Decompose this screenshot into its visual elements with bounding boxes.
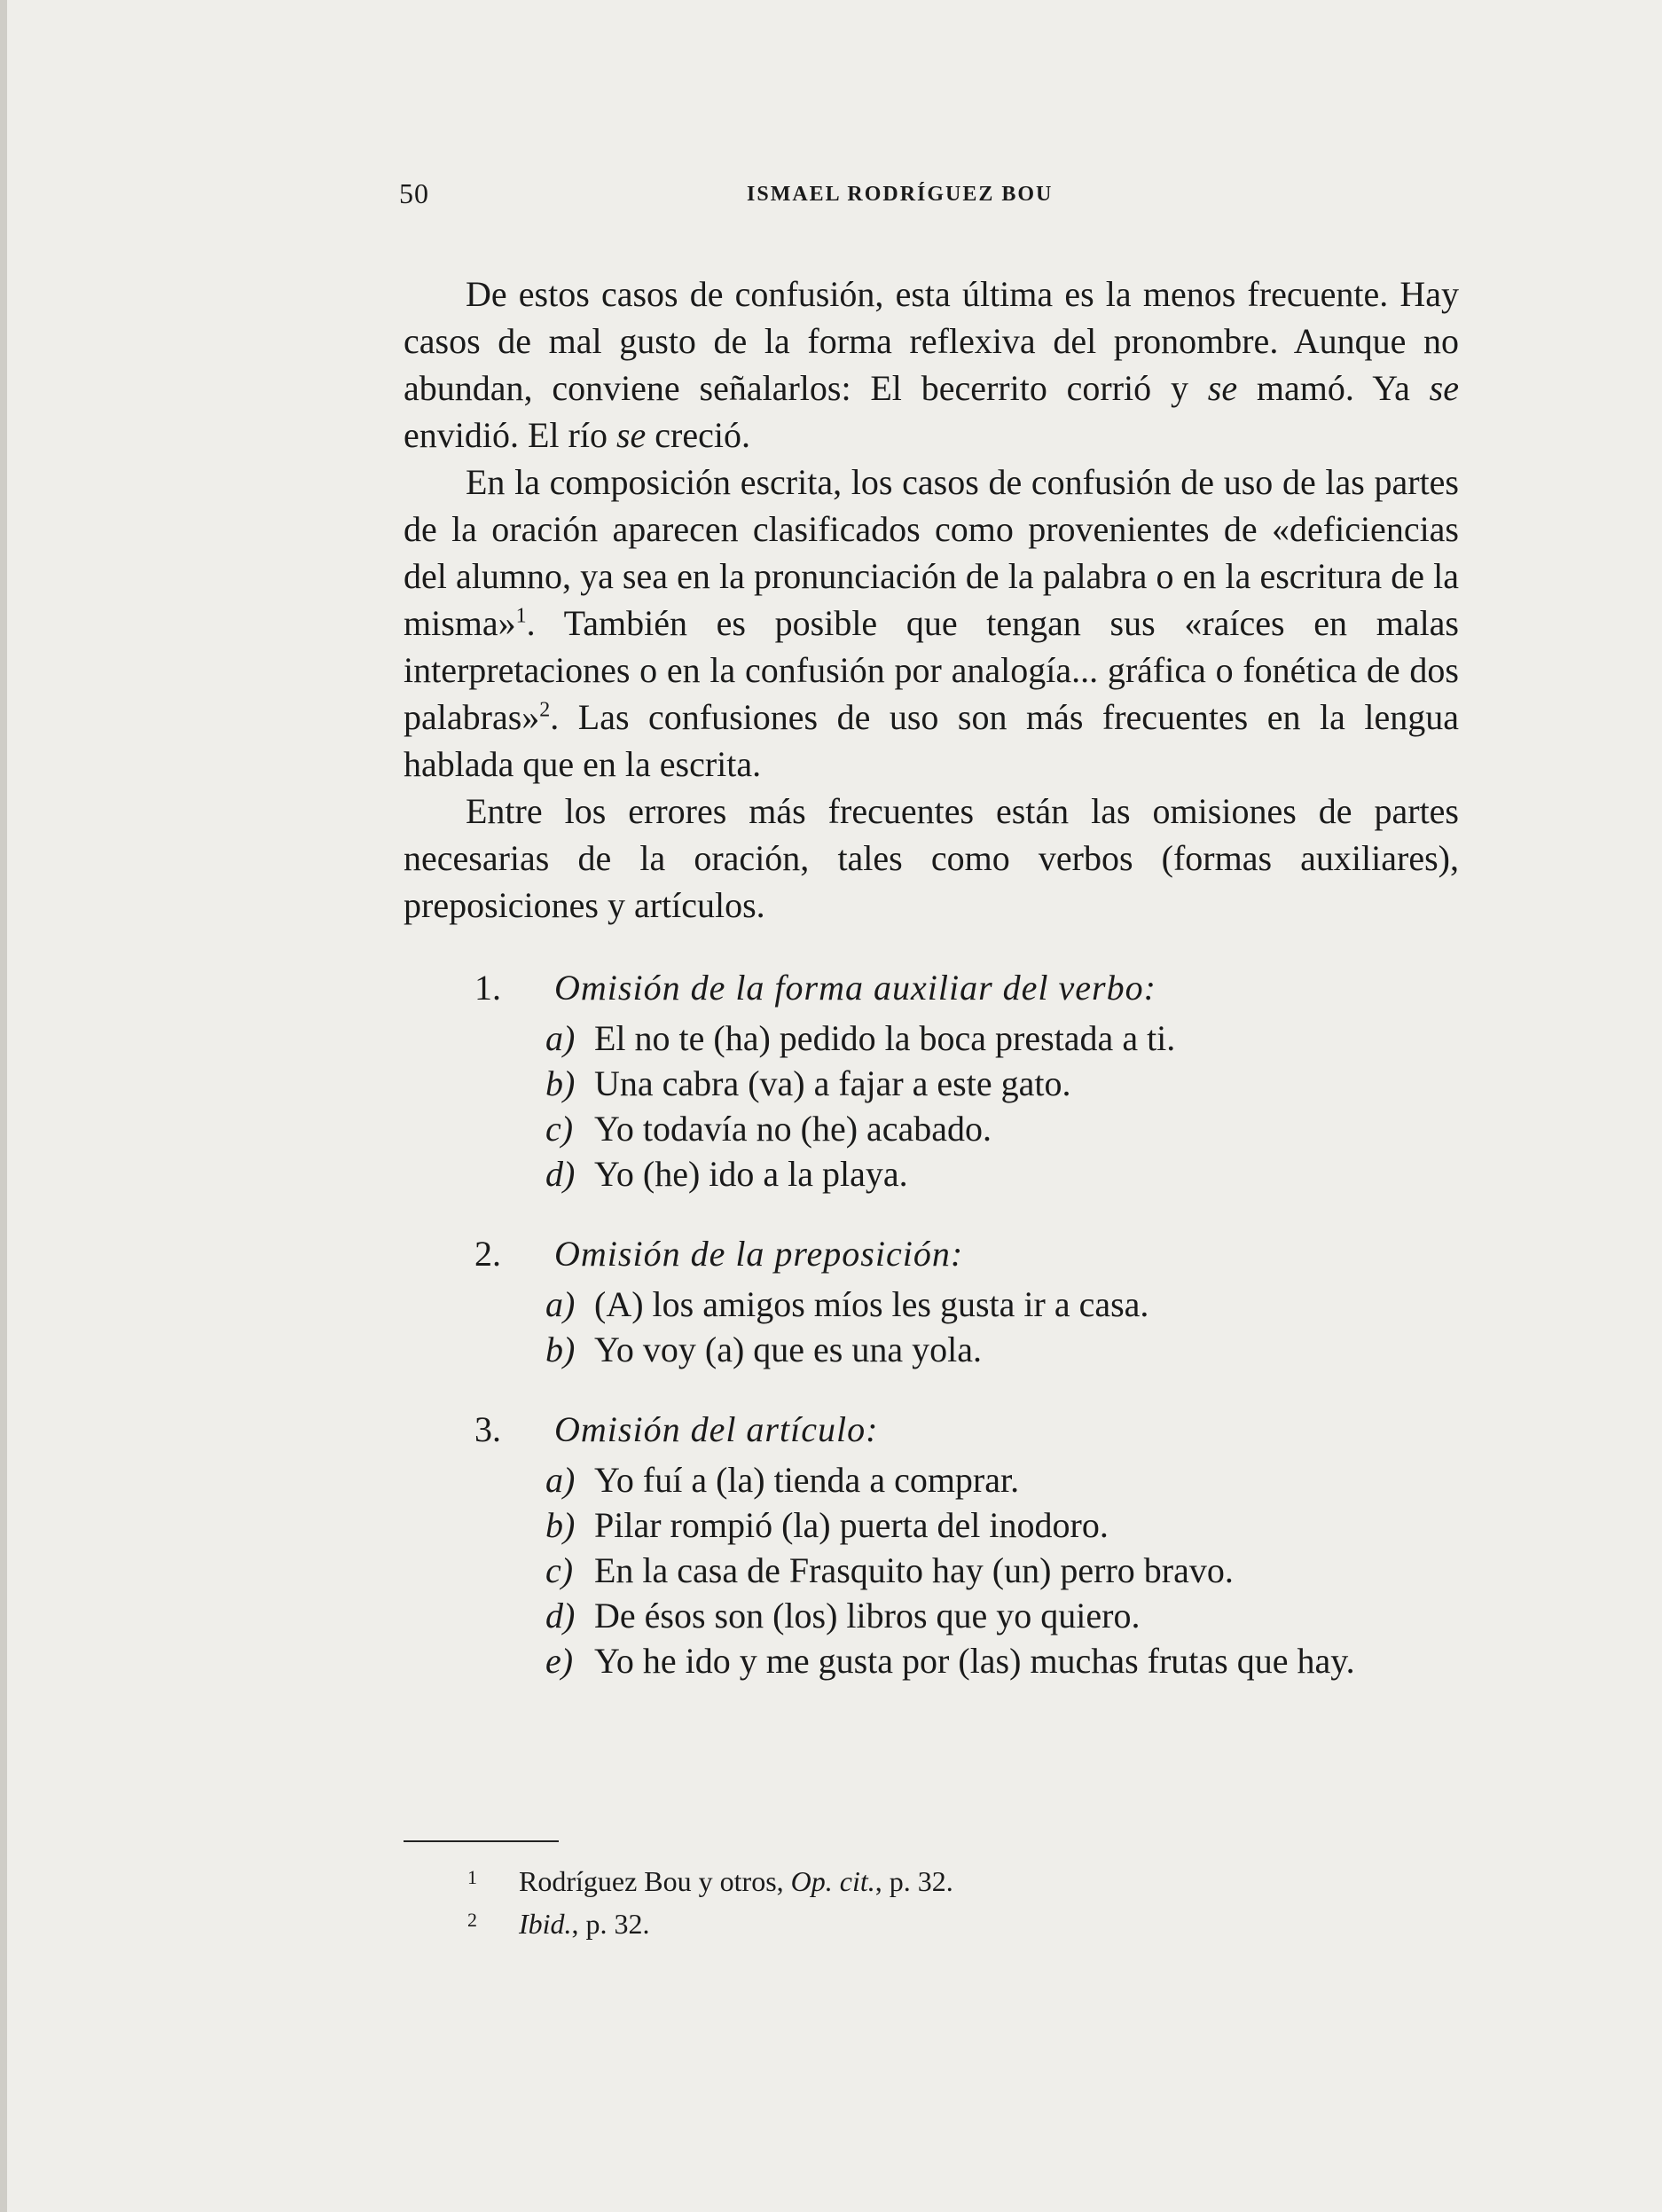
section-number: 1. [474,968,501,1008]
item-letter: d) [545,1596,576,1635]
section-number: 3. [474,1409,501,1449]
item-letter: d) [545,1154,576,1194]
scan-edge [0,0,7,2212]
paragraph-text: . También es posible que tengan sus «raíces en malas interpretaciones o en la confusión por analogía... gráfica o fonética de dos palabras» [404,603,1459,737]
item-letter: c) [545,1550,574,1590]
footnote-1 [404,1862,1459,1904]
footnote-text-part: , p. 32. [874,1865,953,1897]
list-item [404,1502,1459,1548]
item-text: Pilar rompió (la) puerta del inodoro. [594,1505,1109,1545]
section-title: Omisión de la preposición: [554,1234,964,1274]
italic-word: se [1207,368,1238,408]
page-number: 50 [399,177,429,209]
list-item [404,1457,1459,1502]
item-letter: e) [545,1641,574,1681]
item-text: Yo todavía no (he) acabado. [594,1109,992,1149]
item-text: (A) los amigos míos les gusta ir a casa. [594,1284,1149,1324]
section-heading [404,1230,1459,1282]
footnote-ref[interactable]: 1 [515,604,527,628]
item-text: Yo voy (a) que es una yola. [594,1330,982,1369]
item-text: De ésos son (los) libros que yo quiero. [594,1596,1141,1635]
section-number: 2. [474,1234,501,1274]
section-title: Omisión de la forma auxiliar del verbo: [554,968,1156,1008]
italic-word: se [615,415,647,455]
section-title: Omisión del artículo: [554,1409,879,1449]
paragraph-text: mamó. Ya [1237,368,1430,408]
running-head: ISMAEL RODRÍGUEZ BOU [747,183,1054,206]
item-text: Yo he ido y me gusta por (las) muchas frutas que hay. [594,1641,1355,1681]
section-heading [404,1406,1459,1457]
item-text: Yo (he) ido a la playa. [594,1154,908,1194]
item-letter: a) [545,1284,576,1324]
list-section-2 [404,1230,1459,1372]
paragraph-2 [404,459,1459,788]
item-text: Una cabra (va) a fajar a este gato. [594,1063,1071,1103]
list-section-1 [404,964,1459,1196]
list-item [404,1327,1459,1372]
paragraph-text: Entre los errores más frecuentes están las omisiones de partes necesarias de la oración, tales como verbos (formas auxiliares), preposiciones y artículos. [404,791,1459,925]
item-text: Yo fuí a (la) tienda a comprar. [594,1460,1020,1500]
item-letter: b) [545,1063,576,1103]
omission-list [404,964,1459,1683]
page-header [399,177,1463,220]
footnote-italic: Ibid. [519,1908,572,1940]
item-text: El no te (ha) pedido la boca prestada a ti. [594,1018,1176,1058]
section-heading [404,964,1459,1016]
paragraph-text: envidió. El río [404,415,616,455]
paragraph-1 [404,271,1459,459]
list-item [404,1638,1459,1683]
footnote-number: 1 [467,1866,477,1888]
list-section-3 [404,1406,1459,1683]
paragraph-text: . Las confusiones de uso son más frecuentes en la lengua hablada que en la escrita. [404,697,1459,784]
list-item [404,1548,1459,1593]
footnote-2 [404,1904,1459,1947]
item-letter: c) [545,1109,574,1149]
paragraph-text: creció. [646,415,750,455]
list-item [404,1061,1459,1106]
item-letter: a) [545,1018,576,1058]
footnotes [404,1840,1459,1947]
footnote-number: 2 [467,1909,477,1931]
footnote-italic: Op. cit. [790,1865,875,1897]
footnote-text-part: Rodríguez Bou y otros, [519,1865,791,1897]
item-letter: a) [545,1460,576,1500]
footnote-rule [404,1840,559,1842]
paragraph-text: De estos casos de confusión, esta última es la menos frecuente. Hay casos de mal gusto de la forma reflexiva del pronombre. Aunque no abundan, conviene señalarlos: El becerrito corrió y [404,274,1459,408]
paragraph-text: En la composición escrita, los casos de confusión de uso de las partes de la oración aparecen clasificados como provenientes de «deficiencias del alumno, ya sea en la pronunciación de la palabra o en la escritura de la misma» [404,462,1459,643]
list-item [404,1016,1459,1061]
list-item [404,1151,1459,1196]
footnote-text [519,1862,953,1901]
item-letter: b) [545,1505,576,1545]
list-item [404,1106,1459,1151]
footnote-text [519,1904,650,1943]
page-body [404,271,1459,1717]
list-item [404,1593,1459,1638]
paragraph-3 [404,788,1459,929]
italic-word: se [1429,368,1459,408]
list-item [404,1282,1459,1327]
footnote-text-part: , p. 32. [571,1908,650,1940]
item-text: En la casa de Frasquito hay (un) perro bravo. [594,1550,1234,1590]
footnote-ref[interactable]: 2 [539,698,551,722]
item-letter: b) [545,1330,576,1369]
